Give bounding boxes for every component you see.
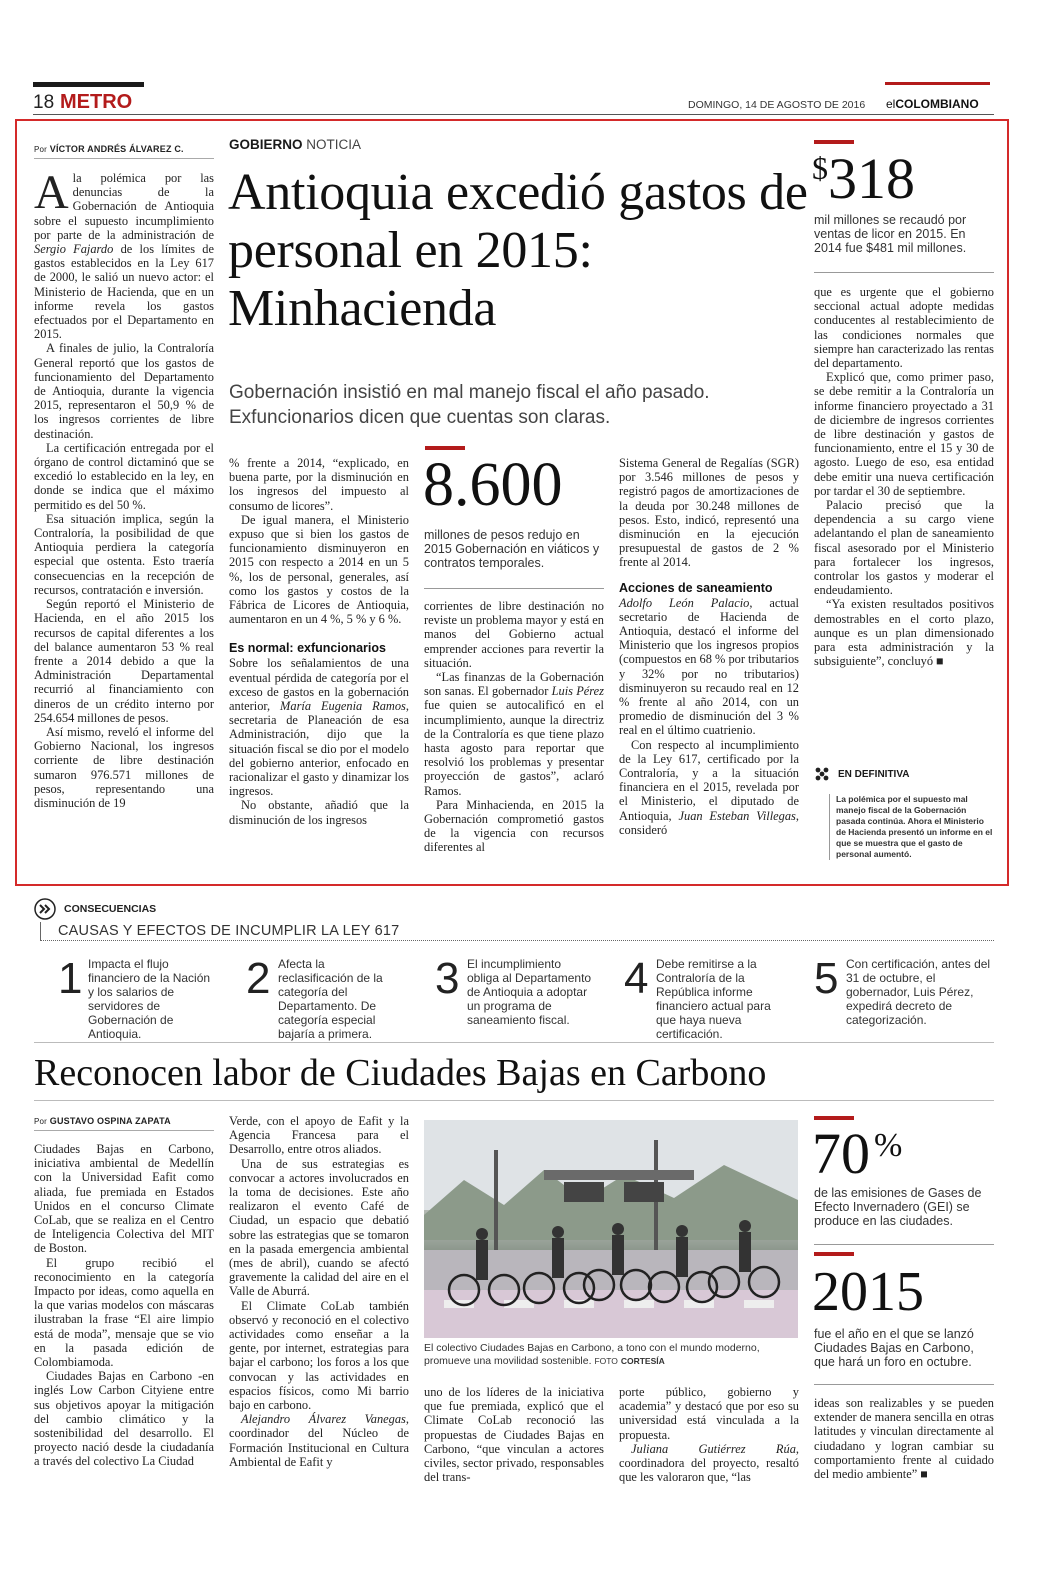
stat-70-number: 70 <box>812 1121 870 1186</box>
double-chevron-icon <box>34 898 56 920</box>
a2-col5-paragraph: ideas son realizables y se pueden extender de manera sencilla en otras latitudes y vinculan directamente al ciudadano y logran cambiar su comportamiento frente al cuidado del medio ambiente” ■ <box>814 1396 994 1482</box>
stat-70-caption: de las emisiones de Gases de Efecto Invernadero (GEI) se produce en las ciudades. <box>814 1186 982 1228</box>
article2-col3 <box>424 1385 604 1484</box>
col1-paragraph: A finales de julio, la Contraloría General reportó que los gastos de funcionamiento del Departamento de Antioquia, durante la vigencia 2015, representaron el 50,9 % de los ingresos corrientes de libre destinación. <box>34 341 214 441</box>
stat-2015-divider <box>814 1384 994 1385</box>
a2-col3-paragraph: uno de los líderes de la iniciativa que fue premiada, explicó que el Climate CoLab reconoció las propuestas de Ciudades Bajas en Carbono, “que vinculan a actores civiles, sector privado, responsables del trans- <box>424 1385 604 1485</box>
col1-paragraph: La certificación entregada por el órgano de control dictaminó que se excedió lo establecido en la ley, en donde se indica que el máximo permitido es del 50 %. <box>34 440 214 512</box>
stat-70-rule <box>814 1116 854 1120</box>
article2-col1 <box>34 1142 214 1469</box>
step-number: 2 <box>246 954 271 1003</box>
col5-paragraph: Explicó que, como primer paso, se debe remitir a la Contraloría un informe financiero proyectado a 31 de diciembre de ingresos corrientes de libre destinación y gastos de funcionamiento, entre el 15 y 30 de agosto. Luego de eso, esa entidad debe emitir una nueva certificación por tardar el 30 de septiembre. <box>814 370 994 498</box>
step-text: Con certificación, antes del 31 de octubre, el gobernador, Luis Pérez, expedirá decreto de categorización. <box>846 957 991 1027</box>
col5-paragraph: Palacio precisó que la dependencia a su cargo viene adelantando el plan de saneamiento fiscal asesorado por el Ministerio para fortalecer los ingresos, controlar los gastos y moderar el endeudamiento. <box>814 498 994 598</box>
col4-paragraph: Con respecto al incumplimiento de la Ley 617, certificado por la Contraloría, y a la situación financiera en el 2015, revelada por el Ministerio, el diputado de Antioquia, Juan Esteban Villegas, consideró <box>619 737 799 837</box>
step-text: El incumplimiento obliga al Departamento de Antioquia a adoptar un programa de saneamiento fiscal. <box>467 957 592 1027</box>
col2-subhead: Es normal: exfuncionarios <box>229 641 386 656</box>
article2-headline-rule <box>34 1100 994 1101</box>
person-name: Alejandro Álvarez Vanegas <box>241 1412 406 1427</box>
end-mark-icon: ■ <box>936 654 944 669</box>
stat-70-unit: % <box>874 1127 903 1164</box>
col3-paragraph: corrientes de libre destinación no reviste un problema mayor y está en manos del Gobierno actual emprender acciones para revertir la situación. <box>424 599 604 670</box>
kicker-type: NOTICIA <box>306 137 362 152</box>
photo-credit: CORTESÍA <box>620 1356 665 1366</box>
consecuencias-steps <box>58 954 998 1041</box>
article1-byline <box>34 144 184 154</box>
stat-70-value <box>812 1121 903 1186</box>
person-name: Juan Esteban Villegas <box>678 808 796 823</box>
step-number: 3 <box>435 954 460 1003</box>
byline-author: VÍCTOR ANDRÉS ÁLVAREZ C. <box>49 144 184 154</box>
col3-paragraph: Para Minhacienda, en 2015 la Gobernación comprometió gastos de la vigencia con recursos diferentes al <box>424 797 604 855</box>
en-definitiva-box <box>814 766 994 860</box>
article1-headline: Antioquia excedió gastos de personal en 2015: Minhacienda <box>228 164 808 337</box>
a2-col4-paragraph: porte público, gobierno y academia” y destacó que por eso su universidad está vinculada a la propuesta. <box>619 1385 799 1442</box>
article1-col3 <box>424 599 604 855</box>
dots-icon <box>814 766 830 782</box>
stat-2015-value: 2015 <box>812 1261 924 1323</box>
article2-col2 <box>229 1114 409 1469</box>
stat-8600-divider <box>424 588 604 589</box>
stat-318-rule <box>814 140 854 144</box>
stat-70-divider <box>814 1244 994 1245</box>
article2-headline: Reconocen labor de Ciudades Bajas en Carbono <box>34 1052 767 1094</box>
stat-2015-caption: fue el año en el que se lanzó Ciudades Bajas en Carbono, que hará un foro en octubre. <box>814 1327 974 1369</box>
col2-paragraph: % frente a 2014, “explicado, en buena parte, por la disminución en los ingresos del impuesto al consumo de licores”. <box>229 456 409 513</box>
col2-paragraph: De igual manera, el Ministerio expuso que si bien los gastos de funcionamiento disminuyeron en 2015 con respecto a 2014 en un 5 %, los de personal, generales, así como los gastos y costos de la Fábrica de Licores de Antioquia, aumentaron en un 4 %, 5 % y 6 %. <box>229 512 409 627</box>
article1-col1 <box>34 166 214 810</box>
stat-318-number: 318 <box>828 146 915 211</box>
consecuencias-label: CONSECUENCIAS <box>64 903 157 915</box>
photo-caption <box>424 1342 798 1368</box>
a2-col2-paragraph: Alejandro Álvarez Vanegas, coordinador del Núcleo de Formación Institucional en Cultura Ambiental de Eafit y <box>229 1412 409 1469</box>
person-name: Luis Pérez <box>551 684 604 699</box>
col1-paragraph: Ala polémica por las denuncias de la Gobernación de Antioquia sobre el supuesto incumplimiento por parte de la administración de Sergio Fajardo de los límites de gastos establecidos en la Ley 617 de 2000, le salió un nuevo actor: el Ministerio de Hacienda, que en un informe revela los gastos efectuados por el Departamento en 2015. <box>34 166 214 342</box>
person-name: Sergio Fajardo <box>34 242 114 257</box>
consecuencias-left-rule <box>40 922 41 940</box>
article2-byline-rule <box>34 1130 214 1131</box>
person-name: Juliana Gutiérrez Rúa <box>631 1441 796 1456</box>
kicker-section: GOBIERNO <box>229 137 303 152</box>
article2-col4 <box>619 1385 799 1484</box>
a2-col2-paragraph: Una de sus estrategias es convocar a actores involucrados en la toma de decisiones. Este año realizaron el evento Café de Ciudad, un espacio que debatió sobre las estrategias que se tomaron en la pasada emergencia ambiental (mes de abril), cuando se afectó gravemente la calidad del aire en el Valle de Aburrá. <box>229 1156 409 1299</box>
person-name: Adolfo León Palacio <box>619 595 750 610</box>
consecuencias-rule <box>40 940 994 941</box>
a2-col2-paragraph: El Climate CoLab también observó y reconoció en el colectivo actividades como enseñar a la gente, por internet, estrategias para bajar el carbono; los foros a los que convocan y las actividades en espacios físicos, como Mi barrio bajo en carbono. <box>229 1298 409 1413</box>
byline-prefix: Por <box>34 145 48 154</box>
byline-prefix: Por <box>34 1117 48 1126</box>
step-number: 4 <box>624 954 649 1003</box>
step-text: Debe remitirse a la Contraloría de la República informe financiero actual para que haya nueva certificación. <box>656 957 771 1041</box>
stat-8600-caption: millones de pesos redujo en 2015 Gobernación en viáticos y contratos temporales. <box>424 528 600 570</box>
col4-paragraph: Sistema General de Regalías (SGR) por 3.546 millones de pesos y registró pagos de amortizaciones de la deuda por 30.248 millones de pesos. Esto, indicó, representó una disminución en la ejecución presupuestal de gastos de 2 % frente al 2014. <box>619 456 799 570</box>
article1-col2 <box>229 456 409 827</box>
header-date: DOMINGO, 14 DE AGOSTO DE 2016 <box>688 99 866 111</box>
stat-8600-rule <box>425 446 465 450</box>
article2-col5 <box>814 1396 994 1481</box>
byline-author: GUSTAVO OSPINA ZAPATA <box>49 1116 171 1126</box>
stat-8600-value: 8.600 <box>423 451 563 519</box>
a2-col2-paragraph: Verde, con el apoyo de Eafit y la Agencia Francesa para el Desarrollo, entre otros aliados. <box>229 1114 409 1157</box>
stat-318-currency: $ <box>812 150 828 186</box>
stat-318-divider <box>814 272 994 273</box>
article1-col5 <box>814 285 994 668</box>
a2-col4-paragraph: Juliana Gutiérrez Rúa, coordinadora del proyecto, resaltó que les valoraron que, “las <box>619 1441 799 1485</box>
step-number: 5 <box>814 954 839 1003</box>
col4-subhead: Acciones de saneamiento <box>619 580 773 595</box>
photo-credit-label: FOTO <box>594 1356 618 1366</box>
consecuencias-bottom-rule <box>34 1042 994 1043</box>
article1-col4 <box>619 456 799 837</box>
col5-paragraph: que es urgente que el gobierno seccional actual adopte medidas conducentes al restablecimiento de las condiciones normales que siempre han caracterizado las rentas del departamento. <box>814 285 994 371</box>
brand-prefix: el <box>886 97 896 111</box>
consecuencias-title: CAUSAS Y EFECTOS DE INCUMPLIR LA LEY 617 <box>58 923 400 939</box>
col1-paragraph: Así mismo, reveló el informe del Gobierno Nacional, los ingresos corriente de libre destinación sumaron 976.571 millones de pesos, representando una disminución de 19 <box>34 724 214 810</box>
col1-paragraph: Esa situación implica, según la Contraloría, la posibilidad de que Antioquia perdiera la categoría especial que ostenta. Esto traería consecuencias en la recepción de recursos, contratación e inversión. <box>34 511 214 597</box>
article1-byline-rule <box>34 158 214 159</box>
article2-photo <box>424 1120 798 1338</box>
header-bottom-rule <box>33 114 994 115</box>
a2-col1-paragraph: Ciudades Bajas en Carbono -en inglés Low Carbon Cityiene entre sus objetivos apoyar la mitigación del cambio climático y la sostenibilidad del desarrollo. El proyecto nació desde la ciudadanía a través del colectivo La Ciudad <box>34 1369 214 1469</box>
end-mark-icon: ■ <box>920 1467 928 1482</box>
en-definitiva-label: EN DEFINITIVA <box>838 768 910 780</box>
stat-318-value <box>812 148 915 210</box>
en-definitiva-text: La polémica por el supuesto mal manejo fiscal de la Gobernación pasada continúa. Ahora el Ministerio de Hacienda presentó un informe en el que se muestra que el gasto de personal aumentó. <box>829 794 994 860</box>
section-name: METRO <box>60 91 133 113</box>
photo-caption-text: El colectivo Ciudades Bajas en Carbono, a tono con el mundo moderno, promueve una movilidad sostenible. <box>424 1342 760 1367</box>
brand-top-rule <box>885 82 990 85</box>
consecuencias-header <box>34 898 156 920</box>
col4-paragraph: Adolfo León Palacio, actual secretario de Hacienda de Antioquia, destacó el informe del Ministerio que los ingresos propios (compuestos en 68 % por tributarios y 32% por no tributarios) disminuyeron su recaudo real en 12 % frente al año 2014, con un promedio de disminución del 3 % real en el último cuatrienio. <box>619 595 799 738</box>
brand-name: COLOMBIANO <box>895 97 979 111</box>
step-text: Afecta la reclasificación de la categoría del Departamento. De categoría especial bajaría a primera. <box>278 957 383 1041</box>
cyclists-photo-illustration <box>424 1120 798 1338</box>
col2-paragraph: No obstante, añadió que la disminución de los ingresos <box>229 798 409 827</box>
brand-logo <box>886 97 979 111</box>
person-name: María Eugenia Ramos <box>280 699 406 714</box>
stat-2015-rule <box>814 1252 854 1256</box>
article2-byline <box>34 1116 171 1126</box>
dropcap: A <box>34 166 69 219</box>
col3-paragraph: “Las finanzas de la Gobernación son sanas. El gobernador Luis Pérez fue quien se autocalificó en el incumplimiento, aunque la directriz de la Contraloría es que tiene plazo hasta agosto para reportar que resolvió los problemas y presentar proyección de gastos”, aclaró Ramos. <box>424 670 604 798</box>
col5-paragraph: “Ya existen resultados positivos demostrables en el corto plazo, aunque es un plan dimensionado para esta administración y la subsiguiente”, concluyó ■ <box>814 597 994 669</box>
a2-col1-paragraph: El grupo recibió el reconocimiento en la categoría Impacto por ideas, como aquella en la que varias modelos con máscaras ilustraban la frase “El aire limpio está de moda”, mensaje que se vio en la pasada edición de Colombiamoda. <box>34 1255 214 1370</box>
col1-paragraph: Según reportó el Ministerio de Hacienda, en el año 2015 los recursos de capital diferentes a los del balance aumentaron 53 % real frente a 2014 debido a que la Administración Departamental recurrió al financiamiento con dineros de un crédito interno por 254.654 millones de pesos. <box>34 597 214 725</box>
stat-318-caption: mil millones se recaudó por ventas de licor en 2015. En 2014 fue $481 mil millones. <box>814 213 967 255</box>
article1-kicker <box>229 137 361 153</box>
header-top-rule <box>33 82 144 87</box>
a2-col1-paragraph: Ciudades Bajas en Carbono, iniciativa ambiental de Medellín con la Universidad Eafit como aliada, fue premiada en Estados Unidos en el concurso Climate CoLab, que se realiza en el Centro de Inteligencia Colectiva del MIT de Boston. <box>34 1142 214 1256</box>
step-number: 1 <box>58 954 83 1003</box>
article1-deck: Gobernación insistió en mal manejo fiscal el año pasado. Exfuncionarios dicen que cuentas son claras. <box>229 382 710 428</box>
en-definitiva-header <box>814 766 994 782</box>
col2-paragraph: Sobre los señalamientos de una eventual pérdida de categoría por el exceso de gastos en la gobernación anterior, María Eugenia Ramos, secretaria de Planeación de esa Administración, dijo que la situación fiscal se dio por el modelo del gobierno anterior, enfocado en racionalizar el gasto y dinamizar los ingresos. <box>229 656 409 799</box>
page-number: 18 <box>33 92 55 113</box>
step-text: Impacta el flujo financiero de la Nación y los salarios de servidores de Gobernación de Antioquia. <box>88 957 211 1041</box>
